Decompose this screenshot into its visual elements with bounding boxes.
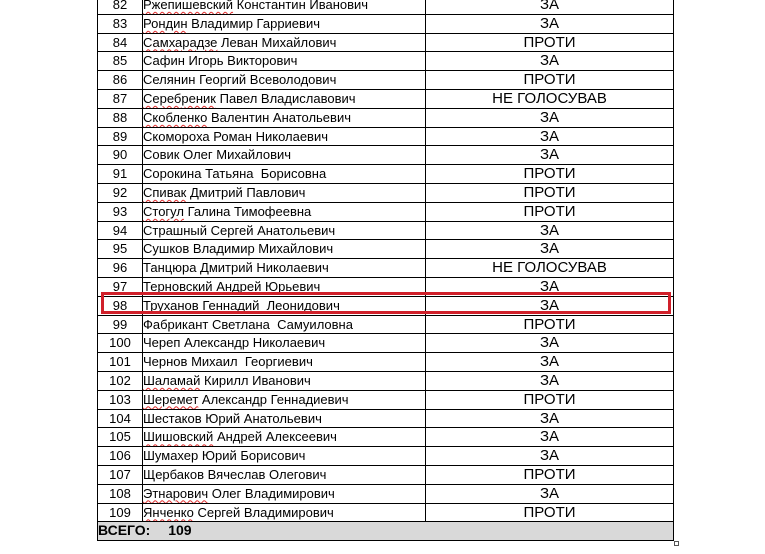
row-number: 100 xyxy=(98,334,143,353)
deputy-surname: Шеремет xyxy=(143,391,199,407)
total-cell xyxy=(98,522,674,541)
row-number: 101 xyxy=(98,353,143,372)
deputy-name xyxy=(143,14,426,33)
deputy-name xyxy=(143,296,426,315)
deputy-surname: Терновский xyxy=(143,278,213,294)
deputy-surname: Сорокина xyxy=(143,166,202,182)
total-row xyxy=(98,522,674,541)
table-row xyxy=(98,52,674,71)
table-row xyxy=(98,108,674,127)
total-count: 109 xyxy=(168,522,192,539)
deputy-surname: Серебреник xyxy=(143,90,216,106)
vote-value: ЗА xyxy=(426,409,674,428)
deputy-given-names: Константин Иванович xyxy=(236,0,369,12)
deputy-name xyxy=(143,484,426,503)
deputy-name xyxy=(143,353,426,372)
deputy-surname: Самхарадзе xyxy=(143,34,218,50)
deputy-surname: Щербаков xyxy=(143,466,204,482)
row-number: 108 xyxy=(98,484,143,503)
vote-value: ЗА xyxy=(426,14,674,33)
deputy-name xyxy=(143,0,426,14)
deputy-name xyxy=(143,334,426,353)
deputy-surname: Шаламай xyxy=(143,372,201,388)
row-number: 107 xyxy=(98,465,143,484)
deputy-given-names: Андрей Алексеевич xyxy=(216,429,337,445)
table-row xyxy=(98,127,674,146)
row-number: 98 xyxy=(98,296,143,315)
deputy-given-names: Георгий Всеволодович xyxy=(199,72,337,88)
table-row xyxy=(98,259,674,278)
deputy-name xyxy=(143,146,426,165)
vote-value: ЗА xyxy=(426,484,674,503)
deputy-name xyxy=(143,465,426,484)
deputy-given-names: Дмитрий Николаевич xyxy=(200,260,329,276)
row-number: 83 xyxy=(98,14,143,33)
deputy-given-names: Татьяна Борисовна xyxy=(205,166,327,182)
vote-value: ЗА xyxy=(426,371,674,390)
table-row xyxy=(98,371,674,390)
row-number: 103 xyxy=(98,390,143,409)
vote-table-body xyxy=(98,0,674,522)
deputy-surname: Спивак xyxy=(143,184,187,200)
vote-value: ЗА xyxy=(426,240,674,259)
deputy-surname: Селянин xyxy=(143,72,196,88)
deputy-name xyxy=(143,447,426,466)
vote-value: ПРОТИ xyxy=(426,165,674,184)
vote-value: НЕ ГОЛОСУВАВ xyxy=(426,89,674,108)
deputy-given-names: Валентин Анатольевич xyxy=(211,109,351,125)
deputy-surname: Страшный xyxy=(143,222,208,238)
deputy-given-names: Геннадий Леонидович xyxy=(202,297,340,313)
deputy-given-names: Кирилл Иванович xyxy=(204,372,311,388)
deputy-given-names: Александр Николаевич xyxy=(184,335,326,351)
deputy-given-names: Дмитрий Павлович xyxy=(190,184,306,200)
vote-value: ПРОТИ xyxy=(426,183,674,202)
deputy-surname: Шумахер xyxy=(143,448,199,464)
vote-value: ЗА xyxy=(426,146,674,165)
deputy-surname: Ржепишевский xyxy=(143,0,234,12)
deputy-name xyxy=(143,503,426,522)
row-number: 99 xyxy=(98,315,143,334)
vote-value: ЗА xyxy=(426,447,674,466)
deputy-name xyxy=(143,277,426,296)
table-row xyxy=(98,447,674,466)
deputy-name xyxy=(143,52,426,71)
deputy-given-names: Галина Тимофеевна xyxy=(187,203,312,219)
deputy-given-names: Михаил Георгиевич xyxy=(191,354,313,370)
row-number: 97 xyxy=(98,277,143,296)
vote-value: ПРОТИ xyxy=(426,202,674,221)
row-number: 95 xyxy=(98,240,143,259)
row-number: 91 xyxy=(98,165,143,184)
deputy-given-names: Юрий Анатольевич xyxy=(205,410,322,426)
table-row xyxy=(98,409,674,428)
deputy-name xyxy=(143,221,426,240)
deputy-surname: Сушков xyxy=(143,241,190,257)
deputy-surname: Стогул xyxy=(143,203,184,219)
row-number: 90 xyxy=(98,146,143,165)
table-row xyxy=(98,146,674,165)
deputy-given-names: Владимир Михайлович xyxy=(192,241,334,257)
deputy-given-names: Олег Владимирович xyxy=(211,485,335,501)
deputy-given-names: Светлана Самуиловна xyxy=(212,316,353,332)
table-row xyxy=(98,89,674,108)
row-number: 94 xyxy=(98,221,143,240)
deputy-surname: Череп xyxy=(143,335,181,351)
table-row xyxy=(98,183,674,202)
row-number: 86 xyxy=(98,71,143,90)
deputy-surname: Этнарович xyxy=(143,485,209,501)
deputy-surname: Рондин xyxy=(143,15,188,31)
deputy-surname: Янченко xyxy=(143,504,194,520)
deputy-surname: Шишовский xyxy=(143,429,214,445)
row-number: 82 xyxy=(98,0,143,14)
row-number: 96 xyxy=(98,259,143,278)
deputy-given-names: Павел Владиславович xyxy=(219,90,356,106)
vote-value: ЗА xyxy=(426,277,674,296)
deputy-given-names: Андрей Юрьевич xyxy=(216,278,321,294)
deputy-given-names: Владимир Гарриевич xyxy=(191,15,320,31)
row-number: 84 xyxy=(98,33,143,52)
vote-value: ЗА xyxy=(426,0,674,14)
vote-value: ЗА xyxy=(426,127,674,146)
vote-value: ЗА xyxy=(426,334,674,353)
deputy-given-names: Александр Геннадиевич xyxy=(201,391,349,407)
deputy-name xyxy=(143,202,426,221)
table-row xyxy=(98,428,674,447)
resize-handle[interactable] xyxy=(674,541,679,546)
deputy-given-names: Сергей Владимирович xyxy=(197,504,334,520)
vote-table xyxy=(97,0,674,541)
deputy-given-names: Вячеслав Олегович xyxy=(207,466,327,482)
deputy-name xyxy=(143,165,426,184)
vote-value: ЗА xyxy=(426,296,674,315)
vote-value: ПРОТИ xyxy=(426,503,674,522)
table-row xyxy=(98,202,674,221)
row-number: 102 xyxy=(98,371,143,390)
vote-value: ПРОТИ xyxy=(426,315,674,334)
deputy-given-names: Игорь Викторович xyxy=(188,53,298,69)
deputy-given-names: Олег Михайлович xyxy=(183,147,292,163)
vote-value: ПРОТИ xyxy=(426,33,674,52)
deputy-surname: Шестаков xyxy=(143,410,202,426)
vote-value: ПРОТИ xyxy=(426,465,674,484)
vote-value: ЗА xyxy=(426,52,674,71)
vote-results-sheet xyxy=(97,0,673,541)
deputy-name xyxy=(143,259,426,278)
table-row xyxy=(98,0,674,14)
deputy-name xyxy=(143,108,426,127)
vote-value: НЕ ГОЛОСУВАВ xyxy=(426,259,674,278)
deputy-name xyxy=(143,183,426,202)
table-row xyxy=(98,484,674,503)
deputy-given-names: Сергей Анатольевич xyxy=(210,222,336,238)
row-number: 92 xyxy=(98,183,143,202)
row-number: 104 xyxy=(98,409,143,428)
deputy-surname: Чернов xyxy=(143,354,188,370)
table-row xyxy=(98,277,674,296)
deputy-surname: Скоморoха xyxy=(143,128,210,144)
table-row xyxy=(98,353,674,372)
row-number: 89 xyxy=(98,127,143,146)
deputy-name xyxy=(143,127,426,146)
row-number: 105 xyxy=(98,428,143,447)
row-number: 106 xyxy=(98,447,143,466)
deputy-given-names: Юрий Борисович xyxy=(201,448,306,464)
row-number: 88 xyxy=(98,108,143,127)
vote-value: ЗА xyxy=(426,428,674,447)
deputy-surname: Скобленко xyxy=(143,109,208,125)
vote-value: ПРОТИ xyxy=(426,71,674,90)
deputy-name xyxy=(143,89,426,108)
deputy-name xyxy=(143,390,426,409)
table-row xyxy=(98,315,674,334)
total-label: ВСЕГО: xyxy=(98,522,151,539)
deputy-name xyxy=(143,428,426,447)
deputy-name xyxy=(143,71,426,90)
deputy-surname: Совик xyxy=(143,147,180,163)
table-row xyxy=(98,14,674,33)
deputy-name xyxy=(143,240,426,259)
table-row xyxy=(98,296,674,315)
table-row xyxy=(98,221,674,240)
table-row xyxy=(98,390,674,409)
row-number: 87 xyxy=(98,89,143,108)
row-number: 93 xyxy=(98,202,143,221)
table-row xyxy=(98,165,674,184)
deputy-surname: Труханов xyxy=(143,297,199,313)
table-row xyxy=(98,465,674,484)
deputy-given-names: Леван Михайлович xyxy=(221,34,337,50)
deputy-name xyxy=(143,371,426,390)
deputy-surname: Фабрикант xyxy=(143,316,209,332)
vote-value: ЗА xyxy=(426,221,674,240)
deputy-name xyxy=(143,33,426,52)
deputy-given-names: Роман Николаевич xyxy=(213,128,328,144)
table-row xyxy=(98,71,674,90)
row-number: 109 xyxy=(98,503,143,522)
deputy-surname: Сафин xyxy=(143,53,185,69)
vote-value: ЗА xyxy=(426,108,674,127)
table-row xyxy=(98,33,674,52)
table-row xyxy=(98,503,674,522)
deputy-name xyxy=(143,315,426,334)
deputy-name xyxy=(143,409,426,428)
table-row xyxy=(98,334,674,353)
vote-value: ЗА xyxy=(426,353,674,372)
row-number: 85 xyxy=(98,52,143,71)
table-row xyxy=(98,240,674,259)
vote-value: ПРОТИ xyxy=(426,390,674,409)
deputy-surname: Танцюра xyxy=(143,260,197,276)
